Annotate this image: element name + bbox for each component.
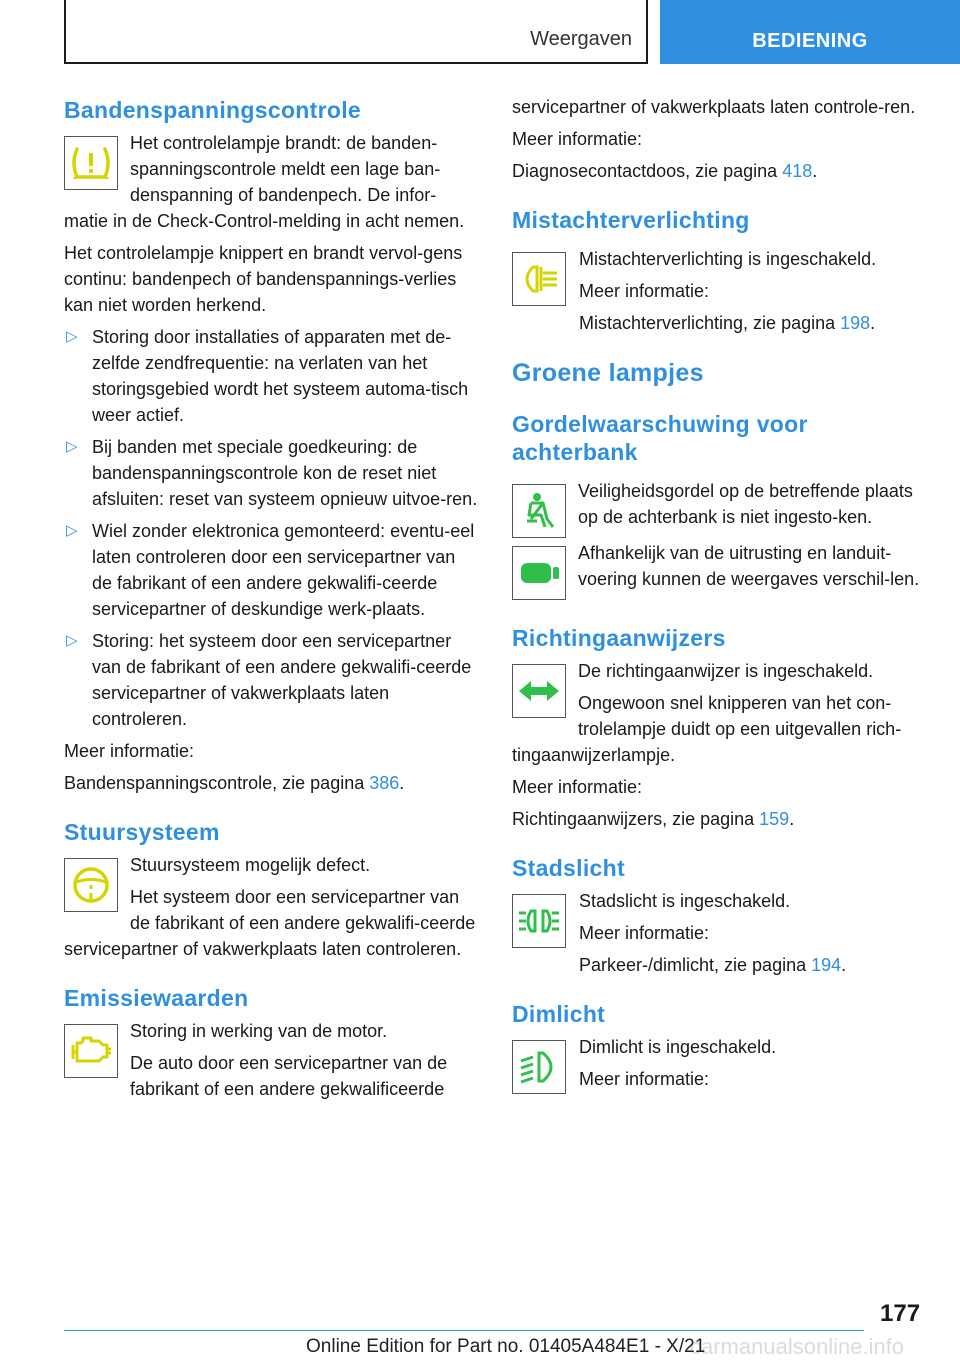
list-item: ▷ Wiel zonder elektronica gemonteerd: eventu-eel laten controleren door een servicepartner van de fabrikant of een andere gekwalifi-ceerde servicepartner of deskundige werk-plaats.: [64, 518, 480, 622]
continued-text: servicepartner of vakwerkplaats laten controle-ren.: [512, 97, 916, 117]
belt-line1: Veiligheidsgordel op de betreffende plaats op de achterbank is niet ingesto-ken.: [578, 481, 913, 527]
park-heading: Stadslicht: [512, 855, 625, 881]
steering-line2: Het systeem door een servicepartner van de fabrikant of een andere gekwalifi-ceerde servicepartner of vakwerkplaats laten controleren.: [64, 887, 476, 959]
watermark: carmanualsonline.info: [690, 1334, 905, 1359]
low-beam-icon: [512, 1040, 566, 1094]
more-info-label: Meer informatie:: [579, 923, 710, 943]
chapter-tab[interactable]: BEDIENING: [660, 0, 960, 64]
belt-heading: Gordelwaarschuwing voor achterbank: [512, 411, 808, 465]
turn-reference: Richtingaanwijzers, zie pagina 159.: [512, 809, 795, 829]
tpms-intro: Het controlelampje brandt: de banden-spanningscontrole meldt een lage ban-denspanning of bandenpech. De infor-matie in de Check-Control-melding in acht nemen.: [64, 133, 465, 231]
section-title: Weergaven: [530, 28, 632, 50]
page-link[interactable]: 386: [369, 773, 400, 793]
turn-heading: Richtingaanwijzers: [512, 625, 726, 651]
steering-heading: Stuursysteem: [64, 819, 220, 845]
right-column: [512, 94, 928, 1096]
emission-line2: De auto door een servicepartner van de fabrikant of een andere gekwalificeerde: [130, 1053, 448, 1099]
page-link[interactable]: 198: [840, 313, 871, 333]
left-column: [64, 96, 480, 1102]
more-info-label: Meer informatie:: [579, 281, 710, 301]
header-bar: [64, 0, 648, 64]
footer-text: Online Edition for Part no. 01405A484E1 - X/21: [306, 1336, 706, 1357]
more-info-label: Meer informatie:: [64, 741, 195, 761]
fog-line1: Mistachterverlichting is ingeschakeld.: [579, 249, 877, 269]
seatbelt-icon: [512, 484, 566, 538]
emission-line1: Storing in werking van de motor.: [130, 1021, 388, 1041]
page-link[interactable]: 159: [759, 809, 790, 829]
fog-heading: Mistachterverlichting: [512, 207, 750, 233]
belt-line2: Afhankelijk van de uitrusting en landuit-voering kunnen de weergaves verschil-len.: [578, 543, 920, 589]
footer-divider: [64, 1330, 864, 1331]
tpms-heading: Bandenspanningscontrole: [64, 97, 361, 123]
emission-heading: Emissiewaarden: [64, 985, 249, 1011]
parking-light-icon: [512, 894, 566, 948]
steering-wheel-warning-icon: [64, 858, 118, 912]
tire-pressure-warning-icon: [64, 136, 118, 190]
park-reference: Parkeer-/dimlicht, zie pagina 194.: [579, 955, 847, 975]
triangle-bullet-icon: ▷: [66, 632, 78, 649]
list-item: ▷ Storing door installaties of apparaten met de-zelfde zendfrequentie: na verlaten van het storingsgebied wordt het systeem automa-tisch weer actief.: [64, 324, 480, 428]
more-info-label: Meer informatie:: [512, 777, 643, 797]
low-heading: Dimlicht: [512, 1001, 606, 1027]
page-link[interactable]: 418: [782, 161, 813, 181]
diagnosis-reference: Diagnosecontactdoos, zie pagina 418.: [512, 161, 818, 181]
more-info-label: Meer informatie:: [512, 129, 643, 149]
engine-check-icon: [64, 1024, 118, 1078]
low-line1: Dimlicht is ingeschakeld.: [579, 1037, 777, 1057]
triangle-bullet-icon: ▷: [66, 438, 78, 455]
turn-signal-arrows-icon: [512, 664, 566, 718]
steering-line1: Stuursysteem mogelijk defect.: [130, 855, 371, 875]
triangle-bullet-icon: ▷: [66, 328, 78, 345]
list-item: ▷ Bij banden met speciale goedkeuring: de bandenspanningscontrole kon de reset niet afsluiten: reset van systeem opnieuw uitvoe-ren.: [64, 434, 480, 512]
rear-fog-light-icon: [512, 252, 566, 306]
fog-reference: Mistachterverlichting, zie pagina 198.: [579, 313, 876, 333]
tpms-reference: Bandenspanningscontrole, zie pagina 386.: [64, 773, 405, 793]
more-info-label: Meer informatie:: [579, 1069, 710, 1089]
triangle-bullet-icon: ▷: [66, 522, 78, 539]
list-item: ▷ Storing: het systeem door een servicepartner van de fabrikant of een andere gekwalifi-ceerde servicepartner of vakwerkplaats laten controleren.: [64, 628, 480, 732]
tpms-blink: Het controlelampje knippert en brandt vervol-gens continu: bandenpech of bandenspannings-verlies kan niet worden herkend.: [64, 243, 463, 315]
page-number: 177: [880, 1300, 921, 1327]
green-lights-title: Groene lampjes: [512, 359, 704, 387]
page-link[interactable]: 194: [811, 955, 842, 975]
tpms-bullets: [64, 324, 480, 732]
park-line1: Stadslicht is ingeschakeld.: [579, 891, 791, 911]
seat-indicator-icon: [512, 546, 566, 600]
turn-line1: De richtingaanwijzer is ingeschakeld.: [578, 661, 874, 681]
turn-line2: Ongewoon snel knipperen van het con-trolelampje duidt op een uitgevallen rich-tingaanwijzerlampje.: [512, 693, 902, 765]
